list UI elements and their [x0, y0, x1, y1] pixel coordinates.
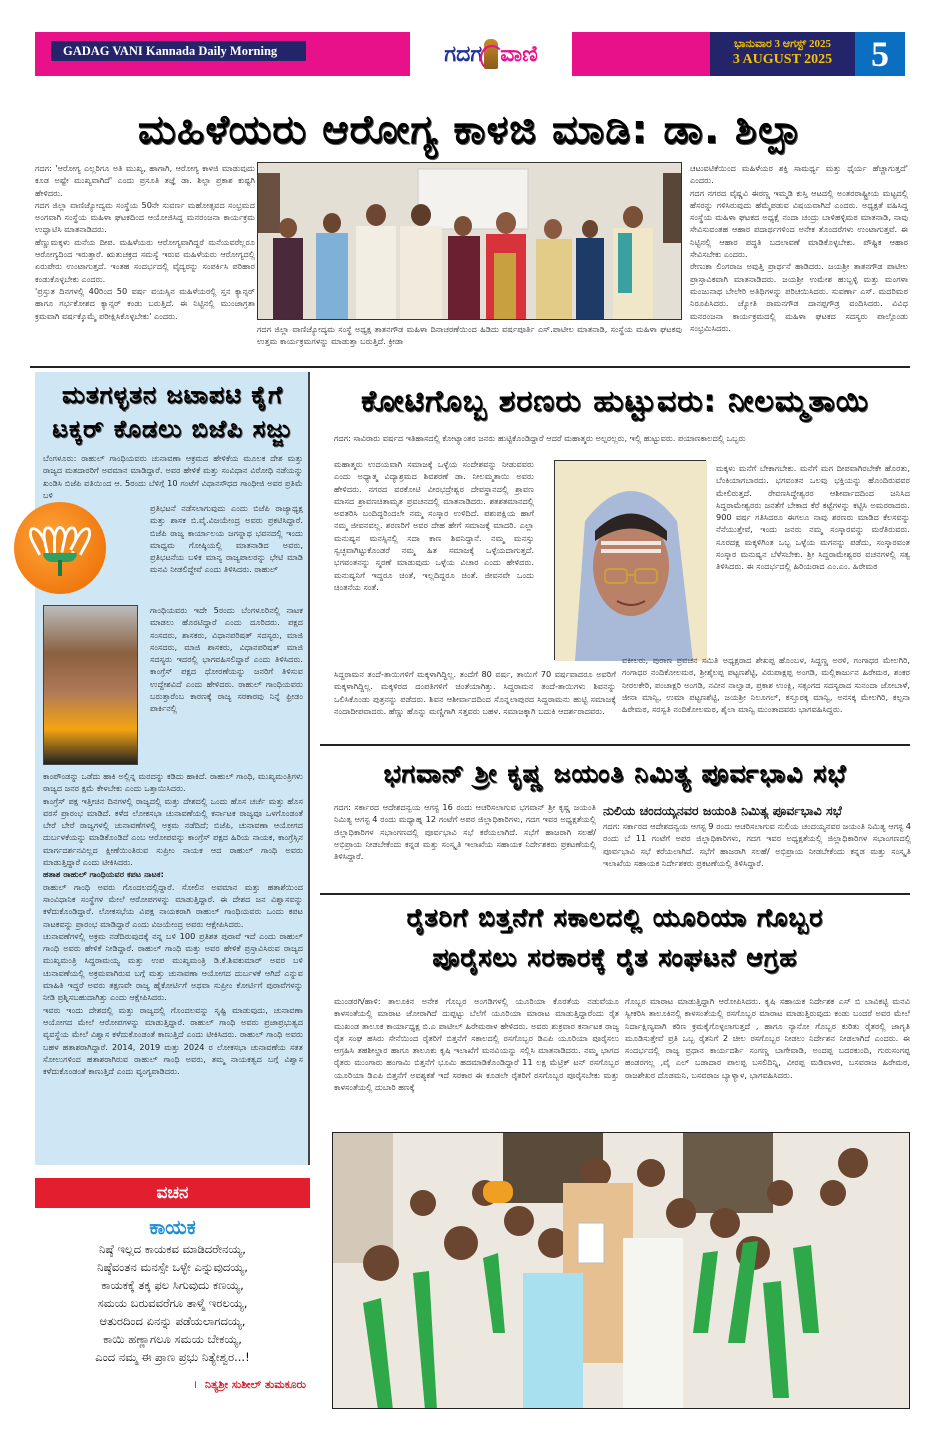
- neelammatayi-column-3: ಮಕ್ಕಳು ಮನೆಗೆ ಬೇಕಾಗಬೇಕು. ಮನೆಗೆ ಮಗ ದೀಪವಾಗಿರಬೇಕೇ ಹೊರತು, ಬೆಂಕಿಯಾಗಬಾರದು. ಭಗವಂತನ ಒಲವು ಭಕ್ತಿಯನ್ನು ಹೊಂದಿರುವವರ ಮೇಲಿರುತ್ತದೆ. ರೇವಣಸಿದ್ಧೇಶ್ವರರ ಆಶೀರ್ವಾದದಿಂದ ಜನಿಸಿದ ಸಿದ್ದರಾಮೇಶ್ವರರು ಜನತೆಗೆ ಬೇಕಾದ ಕೆರೆ ಕಟ್ಟೆಗಳನ್ನು ಕಟ್ಟಿಸಿ ಅಮರರಾದರು. 900 ವರ್ಷ ಗತಿಸಿದರೂ ಈಗಲೂ ನಾವು ಶರಣರು ಮಾಡಿದ ಕೆಲಸವನ್ನು ನೆನೆಯುತ್ತೇವೆ, ಇಂದು ಜನರು ನಮ್ಮ ಸಂಸ್ಕಾರವನ್ನು ಮರೆತಿರುವರು. ಸೂರದಕ್ಷ ಮಕ್ಕಳಿಗಿಂತ ಒಬ್ಬ ಒಳ್ಳೆಯ ಮಗನನ್ನು ಪಡೆದು, ಸಂಸ್ಕಾರವಂತ ಸಂಸ್ಕಾರ ಮನುಷ್ಯನ ಬೆಳೆಸಬೇಕು. ಶ್ರೀ ಸಿದ್ದರಾಮೇಶ್ವರರ ವಚನಗಳಲ್ಲಿ ಸತ್ವ ತಿಳಿಸಿದರು. ಈ ಸಂದರ್ಭದಲ್ಲಿ ಹಿರಿಯರಾದ ಎಂ.ಎಂ. ಹಿರೇಮಠ: [716, 463, 910, 572]
- paragraph: ಕಾಂಪೌಂಡನ್ನು ಒಡೆದು ಹಾಕಿ ಅಲ್ಲಿನ್ನ ಮರದನ್ನು ಕಡಿದು ಹಾಕಿದೆ. ರಾಹುಲ್ ಗಾಂಧಿ, ಮುಖ್ಯಮಂತ್ರಿಗಳು ರಾಜ್ಯದ ಜನರ ಕ್ಷಮೆ ಕೇಳಬೇಕು ಎಂದು ಒತ್ತಾಯಿಸಿದರು.: [43, 771, 303, 794]
- bjp-headline-line2: ಟಕ್ಕರ್ ಕೊಡಲು ಬಿಜೆಪಿ ಸಜ್ಜು: [52, 415, 293, 443]
- neelammatayi-bottom-left: ಸಿದ್ದರಾಮನ ತಂದೆ-ತಾಯಿಗಳಿಗೆ ಮಕ್ಕಳಾಗಿದ್ದಿಲ್ಲ. ತಂದೆಗೆ 80 ವರ್ಷ, ತಾಯಿಗೆ 70 ವರ್ಷವಾದರೂ ಅವರಿಗೆ ಮಕ್ಕಳಾಗಿದ್ದಿಲ್ಲ. ಮಕ್ಕಳಿರದ ದಂಪತಿಗಳಿಗೆ ಚಿಂತೆಯಾಗಿತ್ತು. ಸಿದ್ದರಾಮನ ತಂದೆ-ತಾಯಿಗಳು ಶಿವನನ್ನು ಒಲಿಸಿಕೊಂಡು ಪುತ್ರನನ್ನು ಪಡೆದರು. ಶಿವನ ಆಶೀರ್ವಾದದಿಂದ ಸೊನ್ನಲಾಪುರದ ಸಿದ್ದರಾಮನು ಹುಟ್ಟಿ ಸಮಾಜಕ್ಕೆ ನಂದಾದೀಪವಾದರು. ಹೆಣ್ಣು ಹೊನ್ನು ಮಣ್ಣಿಗಾಗಿ ಸತ್ತವರು ಬಹಳ. ಸಮಾಜಕ್ಕಾಗಿ ಬದುಕಿ ಆದರ್ಶರಾದವರು.: [334, 669, 616, 716]
- bjp-headline: [35, 378, 310, 446]
- masthead-mid-band: [572, 32, 710, 76]
- vachana-title: ಕಾಯಕ: [149, 1215, 196, 1239]
- portrait-illustration: [555, 461, 707, 661]
- vachana-line: ಎಂದ ನಮ್ಮ ಈ ಪ್ರಾಣ ಪ್ರಭು ನಿತ್ಯೇಶ್ವರ...!: [95, 1350, 250, 1364]
- neelammatayi-portrait-photo[interactable]: [554, 460, 706, 660]
- paragraph: ರಾಹುಲ್ ಗಾಂಧಿ ಅವರು ಗೊಂದಲದಲ್ಲಿದ್ದಾರೆ. ಸೋಲಿನ ಅವಮಾನ ಮತ್ತು ಹತಾಶೆಯಿಂದ ಸಾಂವಿಧಾನಿಕ ಸಂಸ್ಥೆಗಳ ಮೇಲೆ ಆರೋಪಗಳನ್ನು ಮಾಡುತ್ತಿದ್ದಾರೆ. ಈ ದೇಶದ ಜನ ವಿಶ್ವಾಸವನ್ನು ಕಳೆದುಕೊಂಡಿದ್ದಾರೆ. ಲೋಕಸಭೆಯ ವಿಪಕ್ಷ ನಾಯಕರಾಗಿ ರಾಹುಲ್ ಗಾಂಧಿಯವರು ಒಂದು ಕಪಟ ನಾಟಕವನ್ನು ಪ್ರಾರಂಭ ಮಾಡಿದ್ದಾರೆ ಎಂದು ವಿಜಯೇಂದ್ರ ಅವರು ಆಕ್ಷೇಪಿಸಿದರು.: [43, 881, 303, 929]
- group-photo-illustration: [258, 163, 682, 320]
- paragraph: ಹೆಣ್ಣುಮಕ್ಕಳು ಮನೆಯ ದೀಪ. ಮಹಿಳೆಯರು ಆರೋಗ್ಯವಾಗಿದ್ದರೆ ಮನೆಯವರೆಲ್ಲರೂ ಆರೋಗ್ಯದಿಂದ ಇರುತ್ತಾರೆ. ಋತುಚಕ್ರದ ಸಮಸ್ಯೆ ಇರುವ ಮಹಿಳೆಯರು ಆರೋಗ್ಯದಲ್ಲಿ ಏರುಪೇರು ಉಂಟಾಗುತ್ತದೆ. ಇಂತಹ ಸಂದರ್ಭದಲ್ಲಿ ವೈದ್ಯರನ್ನು ಸಂಪರ್ಕಿಸಿ ಪರಿಹಾರ ಕಂಡುಕೊಳ್ಳಬೇಕು ಎಂದರು.: [35, 236, 255, 284]
- vachana-line: ಕಾಯಕಕ್ಕೆ ತಕ್ಕ ಫಲ ಸಿಗುವುದು ಕಣಯ್ಯ,: [101, 1278, 244, 1292]
- author-name: ನಿತ್ಯಶ್ರೀ ಸುಶೀಲ್ ತುಮಕೂರು: [204, 1378, 306, 1391]
- vachana-line: ಸಮಯ ಬರುವವರೆಗೂ ತಾಳ್ಮೆ ಇರಲಯ್ಯ,: [97, 1296, 248, 1310]
- farmer-story-left: ಮುಂಡರಗಿ/ಹಾಳಿ: ತಾಲೂಕಿನ ಅನೇಕ ಗೊಬ್ಬರ ಅಂಗಡಿಗಳಲ್ಲಿ ಯೂರಿಯಾ ಕೊರತೆಯ ನಡುವೆಯೂ ಕಾಳಸಂತೆಯಲ್ಲಿ ಮಾರಾಟ ಜೋರಾಗಿದೆ ದುಪ್ಪಟ್ಟು ಬೆಲೆಗೆ ಯೂರಿಯಾ ಮಾರಾಟ ಮಾಡುತ್ತಿದ್ದಾರೆಂದು ರೈತ ಮುಖಂಡ ತಾಲೂಕ ಕಾರ್ಯಾಧ್ಯಕ್ಷ ಬಿ.ಎ ಪಾಟೀಲ್ ಹಿರೇಮಠಾಳ ಹೇಳಿದರು. ಅವರು ಶುಕ್ರವಾರ ಕರ್ನಾಟಕ ರಾಜ್ಯ ರೈತ ಸಂಘ ಹಸಿರು ಸೇನೆಯಿಂದ ರೈತರಿಗೆ ಬಿತ್ತನೆಗೆ ಸಕಾಲದಲ್ಲಿ ರಸಗೊಬ್ಬರ ಡಿಎಪಿ ಯೂರಿಯಾ ಪೂರೈಸಲು ಆಗ್ರಹಿಸಿ ತಹಶೀಲ್ದಾರ ಹಾಗೂ ತಾಲೂಕು ಕೃಷಿ ಇಲಾಖೆಗೆ ಮನವಿಯನ್ನು ಸಲ್ಲಿಸಿ ಮಾತನಾಡಿದರು. ನಮ್ಮ ಭಾಗದ ರೈತರು ಮುಂಗಾರು ಹಂಗಾಮಿ ಬಿತ್ತನೆಗೆ ಭೂಮಿ ಹದಮಾಡಿಕೊಂಡಿದ್ದಾರೆ 11 ಲಕ್ಷ ಮೆಟ್ರಿಕ್ ಟನ್ ರಸಗೊಬ್ಬರ ಯೂರಿಯಾ ಡಿಎಪಿ ಬಿತ್ತನೆಗೆ ಅವಶ್ಯಕತೆ ಇದೆ ಸರಕಾರ ಈ ಕೂಡಲೇ ರೈತರಿಗೆ ರಸಗೊಬ್ಬರ ಪೂರೈಸಬೇಕು ಮತ್ತು ಕಾಳಸಂತೆಯಲ್ಲಿ ದುಬಾರಿ ಹಣಕ್ಕೆ: [334, 996, 619, 1093]
- lead-story-left-column: [35, 162, 255, 362]
- bjp-body: [43, 770, 303, 1150]
- date-english: 3 AUGUST 2025: [732, 52, 833, 67]
- vachana-author: [35, 1376, 310, 1394]
- section-divider: [30, 366, 910, 368]
- neelammatayi-column-1: ಮಹಾತ್ಮರು ಉದಯವಾಗಿ ಸಮಾಜಕ್ಕೆ ಒಳ್ಳೆಯ ಸಂದೇಶವನ್ನು ನೀಡುವವರು ಎಂದು ಅಧ್ಯಾತ್ಮ ವಿದ್ಯಾಶ್ರಮದ ಶಿವಶರಣೆ ಡಾ. ನೀಲಮ್ಮತಾಯಿ ಅವರು ಹೇಳಿದರು. ನಗರದ ವರಕೋಟಿ ವೀರಭದ್ರೇಶ್ವರ ದೇವಸ್ಥಾನದಲ್ಲಿ ಶ್ರಾವಣ ಮಾಸದ ಶ್ರಾವಣಚಿತಾಮೃತ ಪ್ರವಚನದಲ್ಲಿ ಮಾತನಾಡಿದರು. ಶತಶತಮಾನದಲ್ಲಿ ಅವತರಿಸಿ ಬಂದಿದ್ದರಿಂದಲೇ ನಮ್ಮ ಸಂಸ್ಕಾರ ಉಳಿದಿದೆ. ಪಶುಪಕ್ಷಿಯ ಹಾಗೆ ನಮ್ಮ ಜೀವನವಲ್ಲ. ಶರಣರಿಗೆ ಅವರ ದೇಹ ಹೇಗೆ ಸಮಾಜಕ್ಕೆ ಮಾದರಿ. ಎಲ್ಲಾ ಮನುಷ್ಯನ ಮನಸ್ಸಿನಲ್ಲಿ ಸದಾ ಕಾಣ ಶಿವನಿದ್ದಾನೆ. ನಮ್ಮ ಮನಸ್ಸು ಸ್ವಚ್ಛವಾಗಿಟ್ಟುಕೊಂಡರೆ ನಮ್ಮ ಹಿತ ಸಮಾಜಕ್ಕೆ ಒಳ್ಳೆಯದಾಗುತ್ತದೆ. ಭಗವಂತನನ್ನು ಸ್ಮರಣೆ ಮಾಡುವುದು ಒಳ್ಳೆಯ ವಿಚಾರ ಎಂದು ಹೇಳಿದರು. ಮನುಷ್ಯನಿಗೆ ಇದ್ದರೂ ಚಿಂತೆ, ಇಲ್ಲದಿದ್ದರೂ ಚಿಂತೆ. ಜೀವನವೇ ಒಂದು ಚಿಂತನೆಯ ಸಂತೆ.: [334, 459, 534, 592]
- lead-story-right-column: [690, 162, 908, 362]
- lead-story-photo[interactable]: [257, 162, 682, 320]
- nuliya-chandayya-body: ಗದಗ: ಸರ್ಕಾರದ ಆದೇಶದನ್ವಯ ಆಗಸ್ಟ 9 ರಂದು ಆಚರಿಸಲಾಗುವ ನುಲಿಯ ಚಂದಯ್ಯನವರ ಜಯಂತಿ ನಿಮಿತ್ಯ ಆಗಸ್ಟ 4 ರಂದು ಬೆ 11 ಗಂಟೆಗೆ ಅಪರ ಜಿಲ್ಲಾಧಿಕಾರಿಗಳು, ಗದಗ ಇವರ ಅಧ್ಯಕ್ಷತೆಯಲ್ಲಿ ಜಿಲ್ಲಾಧಿಕಾರಿಗಳ ಸಭಾಂಗಣದಲ್ಲಿ ಪೂರ್ವಭಾವಿ ಸಭೆ ಕರೆಯಲಾಗಿದೆ. ಸಭೆಗೆ ಹಾಜರಾಗಿ ಸಲಹೆ/ ಅಭಿಪ್ರಾಯ ನೀಡಬೇಕೆಂದು ಕನ್ನಡ ಮತ್ತು ಸಂಸ್ಕೃತಿ ಇಲಾಖೆಯ ಸಹಾಯಕ ನಿರ್ದೇಶಕರು ಪ್ರಕಟಣೆಯಲ್ಲಿ ತಿಳಿಸಿದ್ದಾರೆ.: [603, 821, 911, 868]
- neelammatayi-bottom-right: ವಕೀಲರು, ಪುರಾಣ ಪ್ರವಚನ ಸಮಿತಿ ಅಧ್ಯಕ್ಷರಾದ ಶೇಖಪ್ಪ ಹೊಂಬಳ, ಸಿದ್ದಣ್ಣ ಅರಳಿ, ಗಂಗಾಧರ ಮೇಲಗಿರಿ, ಗಂಗಾಧರ ನಂದಿಕೋಲಮಠ, ಶ್ರೀಶೈಲಪ್ಪ ಪಟ್ಟಣಶೆಟ್ಟಿ, ವಿರುಪಾಕ್ಷಪ್ಪ ಅಂಗಡಿ, ಮಲ್ಲಿಕಾರ್ಜುನ ಹಿರೇಮಠ, ಶಂಕರ ನೀರಲಕೇರಿ, ಪಂಚಾಕ್ಷರಿ ಅಂಗಡಿ, ನವೀನ ನಾಲ್ವಾಡ, ಪ್ರಕಾಶ ಉಂಕ್ಲಿ, ಸತ್ಸಂಗದ ಸದಸ್ಯರಾದ ಸುನಂದಾ ಜೋಬಾಳೆ, ಜೀನಾ ಮಾನ್ವಿ, ಉಮಾ ಪಟ್ಟಣಶೆಟ್ಟಿ, ಜಯಶ್ರೀ ನಿಲೂಗಲ್, ಕಸ್ತೂರಕ್ಕ ಮಾನ್ವಿ, ಅನಸಕ್ಕ ಮೇಲಗಿರಿ, ಕಲ್ಪನಾ ಹಿರೇಮಠ, ಸರಸ್ವತಿ ನಂದಿಕೋಲಮಠ, ಶೈಲಾ ಮಾನ್ವಿ ಮುಂತಾದವರು ಭಾಗವಹಿಸಿದ್ದರು.: [622, 655, 910, 715]
- bjp-beside-photo: ಗಾಂಧಿಯವರು ಇದೇ 5ರಂದು ಬೆಂಗಳೂರಿನಲ್ಲಿ ನಾಟಕ ಮಾಡಲು ಹೊರಟಿದ್ದಾರೆ ಎಂದು ದೂರಿದರು. ಪಕ್ಷದ ಸಂಸದರು, ಶಾಸಕರು, ವಿಧಾನಪರಿಷತ್ ಸದಸ್ಯರು, ಮಾಜಿ ಸಂಸದರು, ಮಾಜಿ ಶಾಸಕರು, ವಿಧಾನಪರಿಷತ್ ಮಾಜಿ ಸದಸ್ಯರು ಇದರಲ್ಲಿ ಭಾಗವಹಿಸಲಿದ್ದಾರೆ ಎಂದು ತಿಳಿಸಿದರು. ಕಾಂಗ್ರೆಸ್ ಪಕ್ಷದ ಧೋರಣೆಯನ್ನು ಜನರಿಗೆ ತಿಳಿಸುವ ಉದ್ದೇಶವಿದೆ ಎಂದು ಹೇಳಿದರು. ರಾಹುಲ್ ಗಾಂಧಿಯವರು ಬರುತ್ತಾರೆಂಬ ಕಾರಣಕ್ಕೆ ರಾಜ್ಯ ಸರಕಾರವು ನಿನ್ನೆ ಫ್ರೀಡಂ ಪಾರ್ಕಿನಲ್ಲಿ: [150, 605, 303, 714]
- paragraph: ರೇಣುಕಾ ಲಿಂಗರಾಜ ಅವುತ್ತಿ ಪ್ರಾರ್ಥನೆ ಹಾಡಿದರು. ಜಯಶ್ರೀ ತಾತನಗೌಡ ಪಾಟೀಲ ಪ್ರಾಸ್ತಾವಿಕವಾಗಿ ಮಾತನಾಡಿದರು. ಜಯಶ್ರೀ ಉಮೇಶ ಹುಬ್ಬಳ್ಳಿ ಮತ್ತು ಮಂಗಳಾ ಮಂಜುನಾಥ ಬೇಲೇರಿ ಅತಿಥಿಗಳನ್ನು ಪರಿಚಯಿಸಿದರು. ಸುವರ್ಣಾ ಎಸ್. ಮದರಿಮಠ ನಿರೂಪಿಸಿದರು. ಜ್ಯೋತಿ ರಾಮನಗೌಡ ದಾನಪ್ಪಗೌಡ್ರ ವಂದಿಸಿದರು. ವಿವಿಧ ಮನರಂಜನಾ ಕಾರ್ಯಕ್ರಮದಲ್ಲಿ ಮಹಿಳಾ ಘಟಕದ ಸದಸ್ಯರು ಪಾಲ್ಗೊಂಡು ಸಂಭ್ರಮಿಸಿದರು.: [690, 261, 908, 333]
- vachana-line: ಆತುರದಿಂದ ಏನನ್ನು ಪಡೆಯಲಾಗದಯ್ಯ,: [99, 1314, 246, 1328]
- logo-text-gadag: ಗದಗ: [444, 41, 483, 67]
- paragraph: ಚುನಾವಣೆಗಳಲ್ಲಿ ಅಕ್ರಮ ನಡೆದಿರುವುದಕ್ಕೆ ನನ್ನ ಬಳಿ 100 ಪ್ರತಿಶತ ಪುರಾವೆ ಇದೆ ಎಂದು ರಾಹುಲ್ ಗಾಂಧಿ ಅವರು ಹೇಳಿಕೆ ನೀಡಿದ್ದಾರೆ. ರಾಹುಲ್ ಗಾಂಧಿ ಮತ್ತು ಅವರ ಹೇಳಿಕೆ ಪ್ರಸ್ತಾವಿಸಿರುವ ರಾಜ್ಯದ ಮುಖ್ಯಮಂತ್ರಿ ಸಿದ್ದರಾಮಯ್ಯ ಮತ್ತು ಉಪ ಮುಖ್ಯಮಂತ್ರಿ ಡಿ.ಕೆ.ಶಿವಕುಮಾರ್ ಅವರ ಬಳಿ ಚುನಾವಣೆಯಲ್ಲಿ ಅಕ್ರಮವಾಗಿರುವ ಬಗ್ಗೆ ಮತ್ತು ಚುನಾವಣಾ ಆಯೋಗದ ದುರ್ಬಳಕೆ ಆಗಿದೆ ಎನ್ನುವ ಮಾಹಿತಿ ಇದ್ದರೆ ಅವರು ತಕ್ಷಣವೇ ರಾಜ್ಯ ಹೈಕೋರ್ಟಿಗೆ ಅಥವಾ ಸುಪ್ರೀಂ ಕೋರ್ಟಿಗೆ ಪುರಾವೆಗಳನ್ನು ನೀಡಿ ಪ್ರಶ್ನಿಸಬಹುದಾಗಿತ್ತು ಎಂದು ಆಕ್ಷೇಪಿಸಿದರು.: [43, 930, 303, 1003]
- statue-icon: [484, 39, 498, 69]
- logo-text-vani: ವಾಣಿ: [500, 41, 538, 67]
- vachana-section-label: ವಚನ: [35, 1178, 310, 1208]
- vachana-line: ನಿಷ್ಠೆವಂತನ ಮನಸ್ಸೇ ಒಳ್ಳೇ ಎನ್ನುವುದಯ್ಯ,: [97, 1260, 248, 1274]
- masthead: [35, 32, 905, 76]
- section-divider: [320, 893, 910, 895]
- bjp-beside-logo: ಪ್ರತಿಭಟನೆ ನಡೆಸಲಾಗುವುದು ಎಂದು ಬಿಜೆಪಿ ರಾಜ್ಯಾಧ್ಯಕ್ಷ ಮತ್ತು ಶಾಸಕ ಬಿ.ವೈ.ವಿಜಯೇಂದ್ರ ಅವರು ಪ್ರಕಟಿಸಿದ್ದಾರೆ. ಬಿಜೆಪಿ ರಾಜ್ಯ ಕಾರ್ಯಾಲಯ ಜಗನ್ನಾಥ ಭವನದಲ್ಲಿ ಇಂದು ಮಾಧ್ಯಮ ಗೋಷ್ಠಿಯಲ್ಲಿ ಮಾತನಾಡಿದ ಅವರು, ಪ್ರತಿಭಟನೆಯ ಬಳಿಕ ಮಾನ್ಯ ರಾಜ್ಯಪಾಲರನ್ನು ಭೇಟಿ ಮಾಡಿ ಮನವಿ ನೀಡಲಿದ್ದೇವೆ ಎಂದು ತಿಳಿಸಿದರು. ರಾಹುಲ್: [150, 503, 303, 575]
- bjp-lotus-logo: [14, 502, 106, 594]
- author-separator: ।: [192, 1378, 198, 1391]
- masthead-left-band: [35, 32, 410, 76]
- neelammatayi-intro: ಗದಗ: ಸಾವಿರಾರು ವರ್ಷದ ಇತಿಹಾಸದಲ್ಲಿ ಕೋಟ್ಯಾಂತರ ಜನರು ಹುಟ್ಟಿಕೊಂಡಿದ್ದಾರೆ ಆದರೆ ಮಹಾತ್ಮರು ಅಲ್ಪರಲ್ಲರು, ಇಲ್ಲಿ ಹುಟ್ಟುವರು. ಪಯಾಣಕಾಲದಲ್ಲಿ ಒಬ್ಬರು: [334, 433, 746, 443]
- vachana-line: ನಿಷ್ಠೆ ಇಲ್ಲದ ಕಾಯಕವ ಮಾಡಿದರೇನಯ್ಯ,: [99, 1242, 246, 1256]
- vachana-line: ಕಾಯಿ ಹಣ್ಣಾಗಲೂ ಸಮಯ ಬೇಕಯ್ಯ,: [103, 1332, 242, 1346]
- newspaper-logo[interactable]: [410, 32, 572, 76]
- neelammatayi-headline: ಕೋಟಿಗೊಬ್ಬ ಶರಣರು ಹುಟ್ಟುವರು: ನೀಲಮ್ಮತಾಯಿ: [360, 384, 870, 419]
- paragraph: ಇವರು ಇಂದು ದೇಶದಲ್ಲಿ ಮತ್ತು ರಾಜ್ಯದಲ್ಲಿ ಗೊಂದಲವನ್ನು ಸೃಷ್ಟಿ ಮಾಡುವುದು, ಚುನಾವಣಾ ಆಯೋಗದ ಮೇಲೆ ಆರೋಪಗಳನ್ನು ಮಾಡುತ್ತಿದ್ದಾರೆ. ರಾಹುಲ್ ಗಾಂಧಿ ಅವರು ಪ್ರಜಾಪ್ರಭುತ್ವದ ವ್ಯವಸ್ಥೆಯ ಮೇಲೆ ವಿಶ್ವಾಸ ಕಳೆದುಕೊಂಡಂತೆ ಕಾಣುತ್ತಿದೆ ಎಂದು ಟೀಕಿಸಿದರು. ರಾಹುಲ್ ಗಾಂಧಿ ಅವರು ಬಹಳ ಹತಾಶರಾಗಿದ್ದಾರೆ. 2014, 2019 ಮತ್ತು 2024 ರ ಲೋಕಸಭಾ ಚುನಾವಣೆಯ ಸತತ ಸೋಲುಗಳಿಂದ ಹತಾಶರಾಗಿರುವ ರಾಹುಲ್ ಗಾಂಧಿ ಅವರು, ತಮ್ಮ ನಾಯಕತ್ವದ ಬಗ್ಗೆ ವಿಶ್ವಾಸ ಕಳೆದುಕೊಂಡಂತೆ ಕಾಣುತ್ತಿದೆ ಎಂದು ವ್ಯಂಗ್ಯವಾಡಿದರು.: [43, 1004, 303, 1077]
- farmer-headline-line2: ಪೂರೈಸಲು ಸರಕಾರಕ್ಕೆ ರೈತ ಸಂಘಟನೆ ಆಗ್ರಹ: [432, 943, 798, 972]
- bjp-headline-line1: ಮತಗಳ್ಳತನ ಜಟಾಪಟಿ ಕೈಗೆ: [62, 381, 283, 409]
- paragraph: ಗದಗ ನಗರದ ವೈಷ್ಣವಿ ಈರಣ್ಣ ಇಮ್ಮಡಿ ಕುಸ್ತಿ ಆಟದಲ್ಲಿ ಅಂತರರಾಷ್ಟ್ರೀಯ ಮಟ್ಟದಲ್ಲಿ ಹೆಸರನ್ನು ಗಳಿಸಿರುವುದು ಹೆಮ್ಮೆಪಡುವ ವಿಷಯವಾಗಿದೆ ಎಂದರು. ಅಧ್ಯಕ್ಷತೆ ವಹಿಸಿದ್ದ ಸಂಸ್ಥೆಯ ಮಹಿಳಾ ಘಟಕದ ಅಧ್ಯಕ್ಷೆ ನಂದಾ ಚಂದ್ರು ಬಾಳಿಹಳ್ಳಿಮಠ ಮಾತನಾಡಿ, ನಾವು ಸೇವಿಸುವಂತಹ ಆಹಾರ ಪದಾರ್ಥಗಳಿಂದ ಅನೇಕ ತೊಂದರೆಗಳು ಉಂಟಾಗುತ್ತವೆ. ಈ ನಿಟ್ಟಿನಲ್ಲಿ ಆಹಾರ ಪದ್ಧತಿ ಬದಲಾವಣೆ ಮಾಡಿಕೊಳ್ಳಬೇಕು. ಪೌಷ್ಟಿಕ ಆಹಾರ ಸೇವಿಸಬೇಕು ಎಂದರು.: [690, 187, 908, 260]
- paragraph: 'ಪ್ರಸ್ತುತ ದಿನಗಳಲ್ಲಿ 40ರಿಂದ 50 ವರ್ಷ ವಯಸ್ಸಿನ ಮಹಿಳೆಯರಲ್ಲಿ ಸ್ತನ ಕ್ಯಾನ್ಸರ್ ಹಾಗೂ ಗರ್ಭಕೋಶದ ಕ್ಯಾನ್ಸರ್ ಕಂಡು ಬರುತ್ತಿದೆ. ಈ ನಿಟ್ಟಿನಲ್ಲಿ ಮುಂಜಾಗ್ರತಾ ಕ್ರಮವಾಗಿ ವರ್ಷಕ್ಕೊಮ್ಮೆ ಪರೀಕ್ಷಿಸಿಕೊಳ್ಳಬೇಕು' ಎಂದರು.: [35, 285, 255, 321]
- krishna-jayanti-body: ಗದಗ: ಸರ್ಕಾರದ ಆದೇಶದನ್ವಯ ಆಗಸ್ಟ 16 ರಂದು ಆಚರಿಸಲಾಗುವ ಭಗವಾನ್ ಶ್ರೀ ಕೃಷ್ಣ ಜಯಂತಿ ನಿಮಿತ್ಯ ಆಗಸ್ಟ 4 ರಂದು ಮಧ್ಯಾಹ್ನ 12 ಗಂಟೆಗೆ ಅಪರ ಜಿಲ್ಲಾಧಿಕಾರಿಗಳು, ಗದಗ ಇವರ ಅಧ್ಯಕ್ಷತೆಯಲ್ಲಿ ಜಿಲ್ಲಾಧಿಕಾರಿಗಳ ಸಭಾಂಗಣದಲ್ಲಿ ಪೂರ್ವಭಾವಿ ಸಭೆ ಕರೆಯಲಾಗಿದೆ. ಸಭೆಗೆ ಹಾಜರಾಗಿ ಸಲಹೆ/ ಅಭಿಪ್ರಾಯ ನೀಡಬೇಕೆಂದು ಕನ್ನಡ ಮತ್ತು ಸಂಸ್ಕೃತಿ ಇಲಾಖೆಯ ಸಹಾಯಕ ನಿರ್ದೇಶಕರು ಪ್ರಕಟಣೆಯಲ್ಲಿ ತಿಳಿಸಿದ್ದಾರೆ.: [334, 802, 596, 862]
- krishna-jayanti-headline: ಭಗವಾನ್ ಶ್ರೀ ಕೃಷ್ಣ ಜಯಂತಿ ನಿಮಿತ್ಯ ಪೂರ್ವಭಾವಿ ಸಭೆ: [383, 759, 847, 788]
- lotus-icon: [29, 520, 91, 576]
- farmer-headline: [320, 898, 910, 978]
- section-divider: [320, 744, 910, 746]
- edition-label: GADAG VANI Kannada Daily Morning: [51, 41, 306, 61]
- issue-date: [710, 32, 855, 76]
- farmers-group-illustration: [333, 1133, 910, 1409]
- paragraph: ಗದಗ: 'ಆರೋಗ್ಯ ಎಲ್ಲರಿಗೂ ಅತಿ ಮುಖ್ಯ, ಹಾಗಾಗಿ, ಆರೋಗ್ಯ ಕಾಳಜಿ ಮಾಡುವುದು ಕೂಡ ಅಷ್ಟೇ ಮುಖ್ಯವಾಗಿದೆ' ಎಂದು ಪ್ರಸೂತಿ ತಜ್ಞೆ ಡಾ. ಶಿಲ್ಪಾ ಪ್ರಕಾಶ ಕುಷ್ಟಗಿ ಹೇಳಿದರು.: [35, 163, 255, 198]
- page-number: 5: [855, 32, 905, 76]
- farmer-headline-line1: ರೈತರಿಗೆ ಬಿತ್ತನೆಗೆ ಸಕಾಲದಲ್ಲಿ ಯೂರಿಯಾ ಗೊಬ್ಬರ: [406, 903, 824, 932]
- lead-headline: ಮಹಿಳೆಯರು ಆರೋಗ್ಯ ಕಾಳಜಿ ಮಾಡಿ: ಡಾ. ಶಿಲ್ಪಾ: [137, 107, 803, 153]
- subheading: ಹತಾಶ ರಾಹುಲ್ ಗಾಂಧಿಯವರ ಕಪಟ ನಾಟಕ:: [43, 869, 164, 880]
- farmer-story-right: ಗೊಬ್ಬರ ಮಾರಾಟ ಮಾಡುತ್ತಿದ್ದಾಗಿ ಆರೋಪಿಸಿದರು. ಕೃಷಿ ಸಹಾಯಕ ನಿರ್ದೇಶಕ ಎಸ್ ಬಿ ಬಾವಿಕಟ್ಟಿ ಮನವಿ ಸ್ವೀಕರಿಸಿ ತಾಲೂಕಿನಲ್ಲಿ ಕಾಳಸಂತೆಯಲ್ಲಿ ರಸಗೊಬ್ಬರ ಮಾರಾಟ ಮಾಡುತ್ತಿರುವುದು ಕಂಡು ಬಂದರೆ ಅವರ ಮೇಲೆ ನಿರ್ದಾಕ್ಷಿಣ್ಯವಾಗಿ ಕಠಿಣ ಕ್ರಮಕೈಗೊಳ್ಳಲಾಗುತ್ತದೆ , ಹಾಗೂ ನ್ಯಾನೋ ಗೊಬ್ಬರ ಕುರಿತು ರೈತರಲ್ಲಿ ಜಾಗೃತಿ ಮೂಡಿಸುತ್ತೇವೆ ಪ್ರತಿ ಒಬ್ಬ ರೈತನಿಗೆ 2 ಚೀಲ ರಸಗೊಬ್ಬರ ನೀಡಲು ನಿರ್ದೇಶನ ನೀಡಲಾಗಿದೆ ಎಂದರು. ಈ ಸಂದರ್ಭದಲ್ಲಿ ರಾಜ್ಯ ಪ್ರಧಾನ ಕಾರ್ಯದರ್ಶಿ ಸಂಗಣ್ಣ ಬಾಗೇವಾಡಿ, ಅಂದಪ್ಪ ಬದರಕುಂದಿ, ಗುರುಸಂಗಪ್ಪ ಹಂಡರಗಲ್ಲ ,ವೈ ಎಲ್ ಬಡಾದಾರ ಪಾಲಪ್ಪ ಬಸಲಿದಿನ್ನಿ, ವೀರಪ್ಪ ಮಡಿವಾಳರ, ಬಸವರಾಜ ಹಿರೇಮಠ, ರಾಜಶೇಖರ ದೊಡಮನಿ, ಬಸವರಾಜ ಬ್ಯಾಳ್ಯಾಳ, ಭಾಗವಹಿಸಿದರು.: [625, 996, 910, 1080]
- nuliya-chandayya-subheadline: ನುಲಿಯ ಚಂದಯ್ಯನವರ ಜಯಂತಿ ನಿಮಿತ್ಯ ಪೂರ್ವಭಾವಿ ಸಭೆ: [603, 803, 842, 818]
- date-kannada: ಭಾನುವಾರ 3 ಆಗಸ್ಟ್ 2025: [734, 38, 831, 50]
- farmer-protest-photo[interactable]: [332, 1132, 910, 1409]
- politician-portrait-photo[interactable]: [43, 605, 138, 765]
- lead-photo-caption: ಗದಗ ಜಿಲ್ಲಾ ವಾಣಿಜ್ಯೋದ್ಯಮ ಸಂಸ್ಥೆ ಅಧ್ಯಕ್ಷ ತಾತನಗೌಡ ಮಹಿಳಾ ದಿನಾಚರಣೆಯಿಂದ ಹಿಡಿದು ವರ್ಷಪೂರ್ತಿ ಎಸ್.ಪಾಟೀಲ ಮಾತನಾಡಿ, ಸಂಸ್ಥೆಯ ಮಹಿಳಾ ಘಟಕವು ಉತ್ತಮ ಕಾರ್ಯಕ್ರಮಗಳನ್ನು ಮಾಡುತ್ತಾ ಬರುತ್ತಿದೆ. ಕ್ರೀಡಾ: [257, 324, 682, 347]
- bjp-story-box: [35, 372, 310, 1165]
- vachana-box: [35, 1178, 310, 1403]
- paragraph: ಗದಗ ಜಿಲ್ಲಾ ವಾಣಿಜ್ಯೋದ್ಯಮ ಸಂಸ್ಥೆಯ 50ನೇ ಸುವರ್ಣ ಮಹೋತ್ಸವದ ಸಂಭ್ರಮದ ಅಂಗವಾಗಿ ಸಂಸ್ಥೆಯ ಮಹಿಳಾ ಘಟಕದಿಂದ ಆಯೋಜಿಸಿದ್ದ ಮನರಂಜನಾ ಕಾರ್ಯಕ್ರಮ ಉದ್ಘಾಟಿಸಿ ಮಾತನಾಡಿದರು.: [35, 199, 255, 235]
- paragraph: ಚಟುವಟಿಕೆಯಿಂದ ಮಹಿಳೆಯರ ಶಕ್ತಿ ಸಾಮರ್ಥ್ಯ ಮತ್ತು ಧೈರ್ಯ ಹೆಚ್ಚಾಗುತ್ತದೆ' ಎಂದರು.: [690, 163, 908, 186]
- paragraph: ಕಾಂಗ್ರೆಸ್ ಪಕ್ಷ ಇತ್ತೀಚಿನ ದಿನಗಳಲ್ಲಿ ರಾಜ್ಯದಲ್ಲಿ ಮತ್ತು ದೇಶದಲ್ಲಿ ಒಂದು ಹೊಸ ಚರ್ಚೆ ಮತ್ತು ಹೊಸ ವರಸೆ ಪ್ರಾರಂಭ ಮಾಡಿದೆ. ಕಳೆದ ಲೋಕಸಭಾ ಚುನಾವಣೆಯಲ್ಲಿ ಕರ್ನಾಟಕ ರಾಜ್ಯವೂ ಒಳಗೊಂಡಂತೆ ಬೇರೆ ಬೇರೆ ರಾಜ್ಯಗಳಲ್ಲಿ ಚುನಾವಣೆಗಳಲ್ಲಿ ಅಕ್ರಮ ನಡೆದಿದೆ; ಬಿಜೆಪಿ, ಚುನಾವಣಾ ಆಯೋಗದ ದುರ್ಬಳಕೆಯನ್ನು ಮಾಡಿಕೊಂಡಿದೆ ಎಂಬ ಆರೋಪವನ್ನು ಕಾಂಗ್ರೆಸ್ ಪಕ್ಷದ ಹಿರಿಯ ನಾಯಕ, ಕಾಂಗ್ರೆಸ್ಸಿನ ಮಾರ್ಗದರ್ಶನವಿಲ್ಲದ ಕ್ಷೀಣೆಯಿಂತಿರುವ ಸುಪ್ರೀಂ ನಾಯಕ ಆದ ರಾಹುಲ್ ಗಾಂಧಿ ಅವರು ಮಾಡುತ್ತಿದ್ದಾರೆ ಎಂದು ಟೀಕಿಸಿದರು.: [43, 795, 303, 868]
- bjp-intro: ಬೆಂಗಳೂರು: ರಾಹುಲ್ ಗಾಂಧಿಯವರು ಚುನಾವಣಾ ಆಕ್ರಮದ ಹೇಳಿಕೆಯ ಮೂಲಕ ದೇಶ ಮತ್ತು ರಾಜ್ಯದ ಮತದಾರರಿಗೆ ಅವಮಾನ ಮಾಡಿದ್ದಾರೆ. ಅವರ ಹೇಳಿಕೆ ಮತ್ತು ಸಂವಿಧಾನ ವಿರೋಧಿ ನಡೆಯನ್ನು ಖಂಡಿಸಿ ಬಿಜೆಪಿ ವತಿಯಿಂದ ಆ. 5ರಂದು ಬೆಳಿಗ್ಗೆ 10 ಗಂಟೆಗೆ ವಿಧಾನಸೌಧದ ಗಾಂಧೀಜಿ ಅವರ ಪ್ರತಿಮೆ ಬಳಿ: [43, 453, 303, 500]
